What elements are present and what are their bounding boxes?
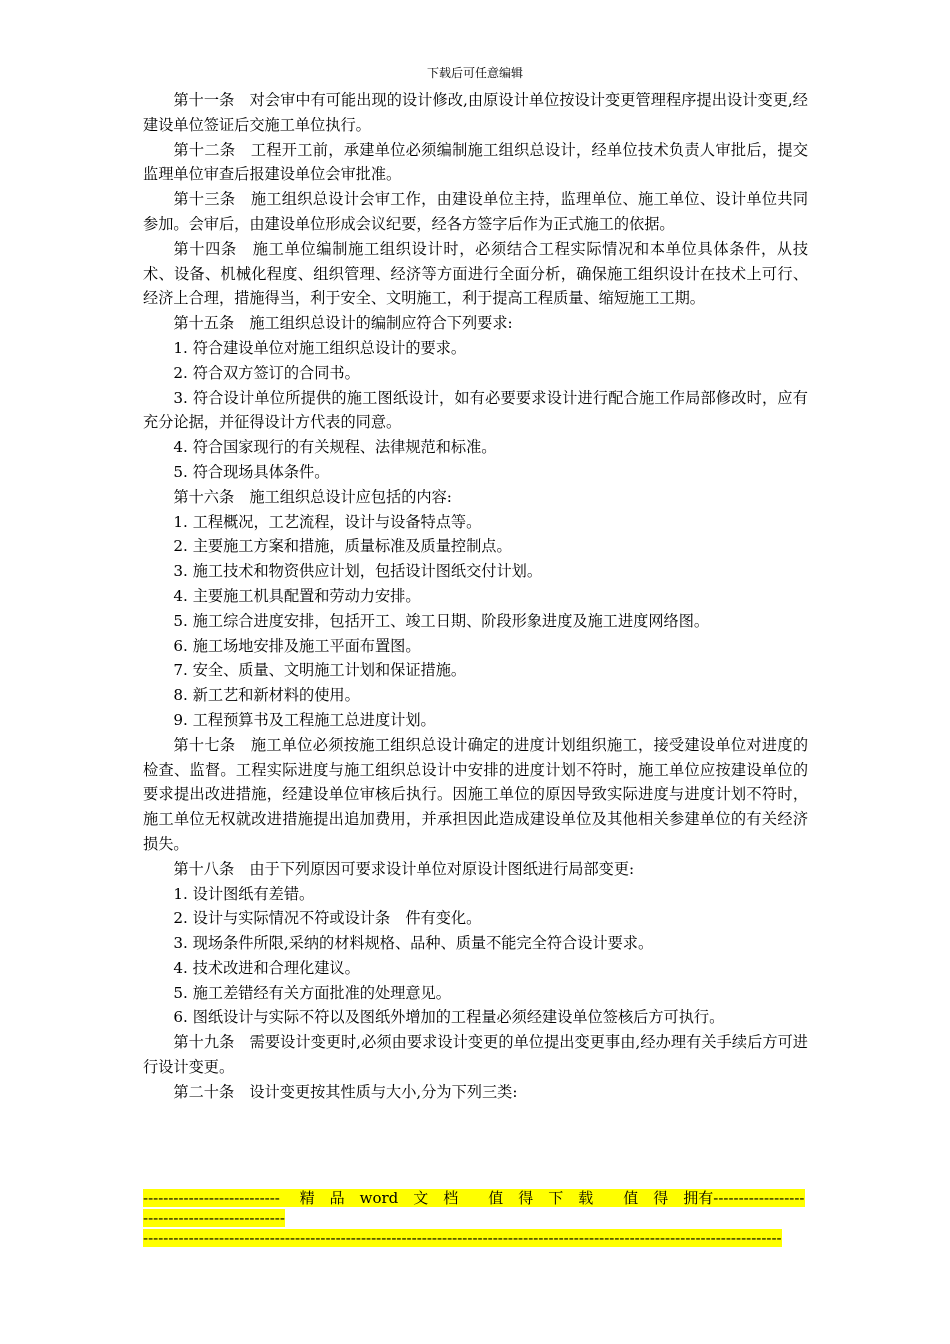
document-body — [143, 88, 808, 1105]
list-item: 4. 符合国家现行的有关规程、法律规范和标准。 — [173, 438, 497, 457]
article-paragraph: 第二十条 设计变更按其性质与大小,分为下列三类: — [173, 1082, 518, 1101]
list-item: 2. 设计与实际情况不符或设计条 件有变化。 — [173, 909, 482, 928]
article-paragraph: 第十三条 施工组织总设计会审工作，由建设单位主持，监理单位、施工单位、设计单位共同参加。会审后，由建设单位形成会议纪要，经各方签字后作为正式施工的依据。 — [143, 190, 808, 233]
list-item: 5. 施工综合进度安排，包括开工、竣工日期、阶段形象进度及施工进度网络图。 — [173, 611, 710, 630]
list-item: 2. 主要施工方案和措施，质量标准及质量控制点。 — [173, 537, 512, 556]
list-item: 4. 主要施工机具配置和劳动力安排。 — [173, 586, 421, 605]
article-paragraph: 第十四条 施工单位编制施工组织设计时，必须结合工程实际情况和本单位具体条件，从技术、设备、机械化程度、组织管理、经济等方面进行全面分析，确保施工组织设计在技术上可行、经济上合理，措施得当，利于安全、文明施工，利于提高工程质量、缩短施工工期。 — [143, 239, 808, 308]
page-header: 下载后可任意编辑 — [426, 66, 523, 80]
list-item: 1. 工程概况，工艺流程，设计与设备特点等。 — [173, 512, 482, 531]
article-paragraph: 第十五条 施工组织总设计的编制应符合下列要求: — [173, 314, 513, 333]
article-paragraph: 第十八条 由于下列原因可要求设计单位对原设计图纸进行局部变更: — [173, 859, 635, 878]
list-item: 3. 现场条件所限,采纳的材料规格、品种、质量不能完全符合设计要求。 — [173, 934, 654, 953]
list-item: 9. 工程预算书及工程施工总进度计划。 — [173, 710, 436, 729]
article-paragraph: 第十九条 需要设计变更时,必须由要求设计变更的单位提出变更事由,经办理有关手续后方可进行设计变更。 — [143, 1033, 808, 1077]
article-paragraph: 第十六条 施工组织总设计应包括的内容: — [173, 487, 452, 506]
promo-banner-line1: --------------------------- 精 品 word 文 档 值 得 下 载 值 得 拥有---------------------------------------------- — [143, 1189, 805, 1227]
promo-banner-line2: ------------------------------------------------------------------------------------------------------------------------------ — [143, 1229, 782, 1247]
list-item: 5. 施工差错经有关方面批准的处理意见。 — [173, 983, 451, 1002]
promo-footer — [143, 1188, 808, 1248]
article-paragraph: 第十一条 对会审中有可能出现的设计修改,由原设计单位按设计变更管理程序提出设计变更,经建设单位签证后交施工单位执行。 — [143, 91, 808, 134]
list-item: 8. 新工艺和新材料的使用。 — [173, 686, 360, 705]
list-item: 4. 技术改进和合理化建议。 — [173, 958, 360, 977]
list-item: 3. 符合设计单位所提供的施工图纸设计，如有必要要求设计进行配合施工作局部修改时，应有充分论据，并征得设计方代表的同意。 — [143, 388, 808, 432]
article-paragraph: 第十二条 工程开工前，承建单位必须编制施工组织总设计，经单位技术负责人审批后，提交监理单位审查后报建设单位会审批准。 — [143, 140, 808, 184]
list-item: 3. 施工技术和物资供应计划，包括设计图纸交付计划。 — [173, 562, 543, 581]
list-item: 5. 符合现场具体条件。 — [173, 462, 330, 481]
article-paragraph: 第十七条 施工单位必须按施工组织总设计确定的进度计划组织施工，接受建设单位对进度的检查、监督。工程实际进度与施工组织总设计中安排的进度计划不符时，施工单位应按建设单位的要求提出改进措施，经建设单位审核后执行。因施工单位的原因导致实际进度与进度计划不符时，施工单位无权就改进措施提出追加费用，并承担因此造成建设单位及其他相关参建单位的有关经济损失。 — [143, 735, 808, 853]
list-item: 1. 设计图纸有差错。 — [173, 884, 315, 903]
list-item: 7. 安全、质量、文明施工计划和保证措施。 — [173, 661, 467, 680]
list-item: 6. 施工场地安排及施工平面布置图。 — [173, 636, 421, 655]
list-item: 2. 符合双方签订的合同书。 — [173, 363, 360, 382]
list-item: 6. 图纸设计与实际不符以及图纸外增加的工程量必须经建设单位签核后方可执行。 — [173, 1008, 725, 1027]
list-item: 1. 符合建设单位对施工组织总设计的要求。 — [173, 338, 467, 357]
